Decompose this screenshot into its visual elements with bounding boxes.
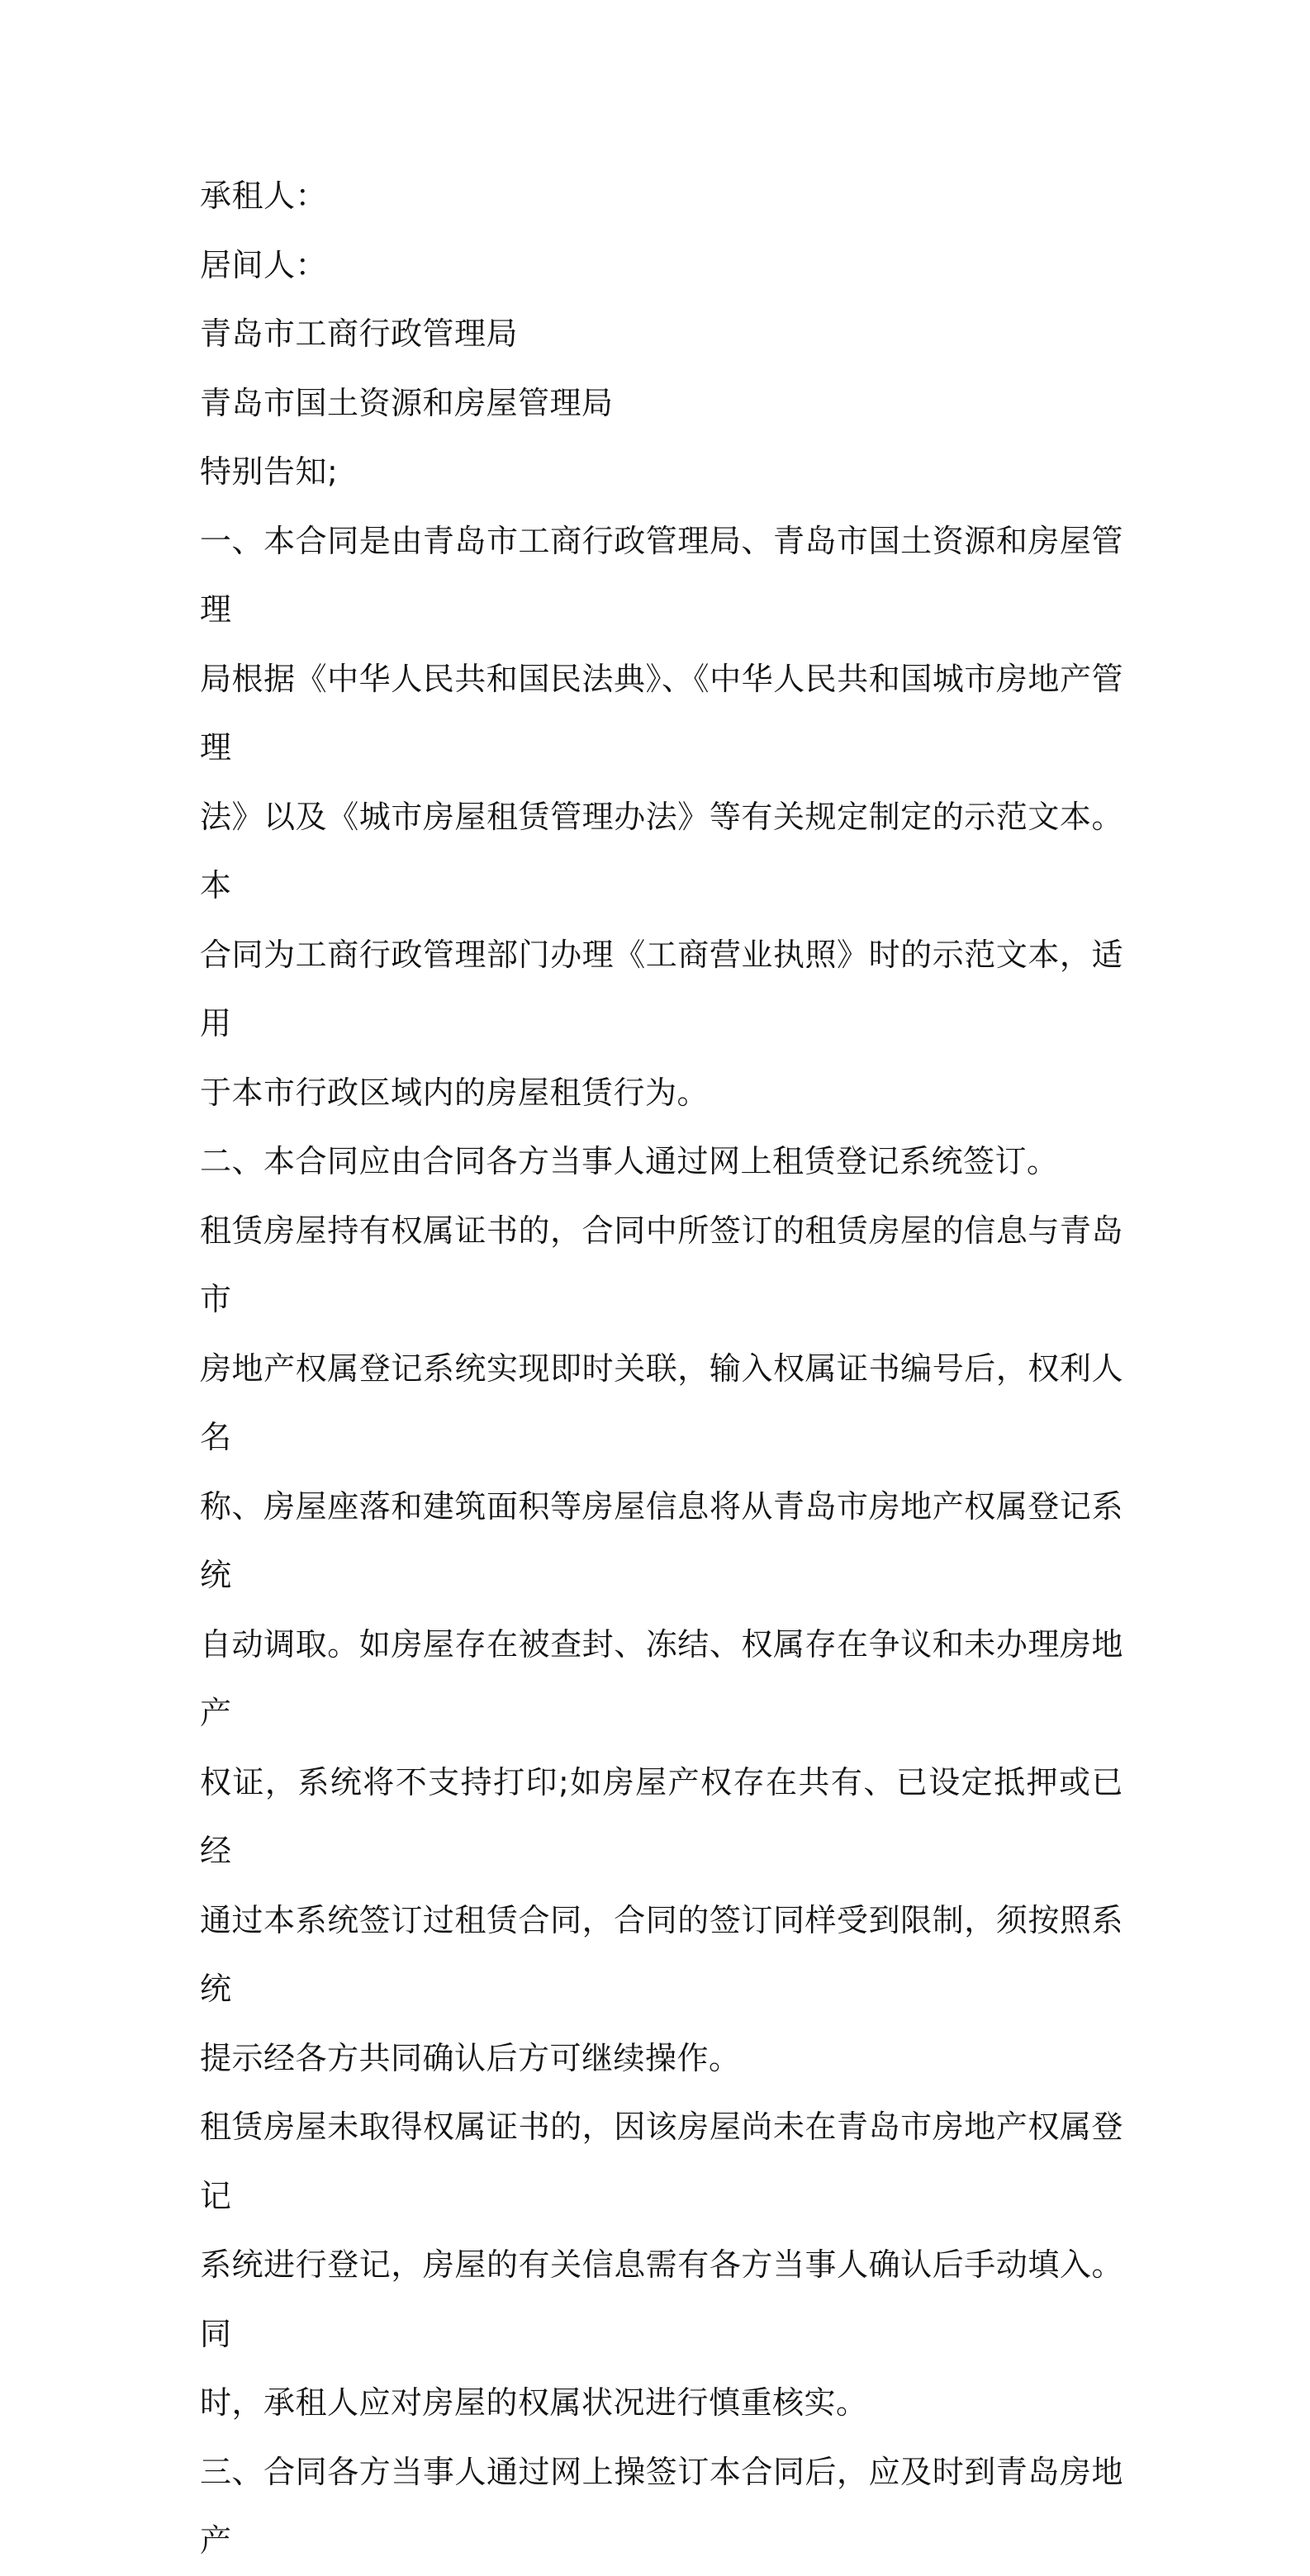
notice-heading: 特别告知;: [200, 453, 339, 490]
issuer-line-2: 青岛市国土资源和房屋管理局: [200, 384, 614, 421]
text-line: 通过本系统签订过租赁合同，合同的签订同样受到限制，须按照系统: [200, 1901, 1123, 2007]
text-line: 权证，系统将不支持打印;如房屋产权存在共有、已设定抵押或已经: [200, 1763, 1123, 1869]
text-line: 于本市行政区域内的房屋租赁行为。: [200, 1074, 710, 1111]
text-line: 三、合同各方当事人通过网上操签订本合同后，应及时到青岛房地产: [200, 2453, 1123, 2559]
text-line: 系统进行登记，房屋的有关信息需有各方当事人确认后手动填入。同: [200, 2246, 1123, 2352]
text-line: 时，承租人应对房屋的权属状况进行慎重核实。: [200, 2384, 868, 2421]
text-line: 局根据《中华人民共和国民法典》、《中华人民共和国城市房地产管理: [200, 660, 1123, 766]
text-line: 合同为工商行政管理部门办理《工商营业执照》时的示范文本，适用: [200, 936, 1123, 1041]
issuer-line-1: 青岛市工商行政管理局: [200, 315, 519, 352]
text-line: 租赁房屋持有权属证书的，合同中所签订的租赁房屋的信息与青岛市: [200, 1212, 1123, 1317]
text-line: 一、本合同是由青岛市工商行政管理局、青岛市国土资源和房屋管理: [200, 522, 1123, 628]
lessee-label: 承租人：: [200, 178, 328, 214]
text-line: 提示经各方共同确认后方可继续操作。: [200, 2039, 741, 2076]
text-line: 租赁房屋未取得权属证书的，因该房屋尚未在青岛市房地产权属登记: [200, 2109, 1123, 2214]
text-line: 法》以及《城市房屋租赁管理办法》等有关规定制定的示范文本。本: [200, 798, 1123, 904]
text-line: 自动调取。如房屋存在被查封、冻结、权属存在争议和未办理房地产: [200, 1625, 1123, 1731]
document-body: [200, 162, 1123, 2576]
text-line: 房地产权属登记系统实现即时关联，输入权属证书编号后，权利人名: [200, 1350, 1123, 1455]
text-line: 二、本合同应由合同各方当事人通过网上租赁登记系统签订。: [200, 1143, 1059, 1179]
intermediary-label: 居间人：: [200, 246, 328, 283]
text-line: 称、房屋座落和建筑面积等房屋信息将从青岛市房地产权属登记系统: [200, 1487, 1123, 1593]
